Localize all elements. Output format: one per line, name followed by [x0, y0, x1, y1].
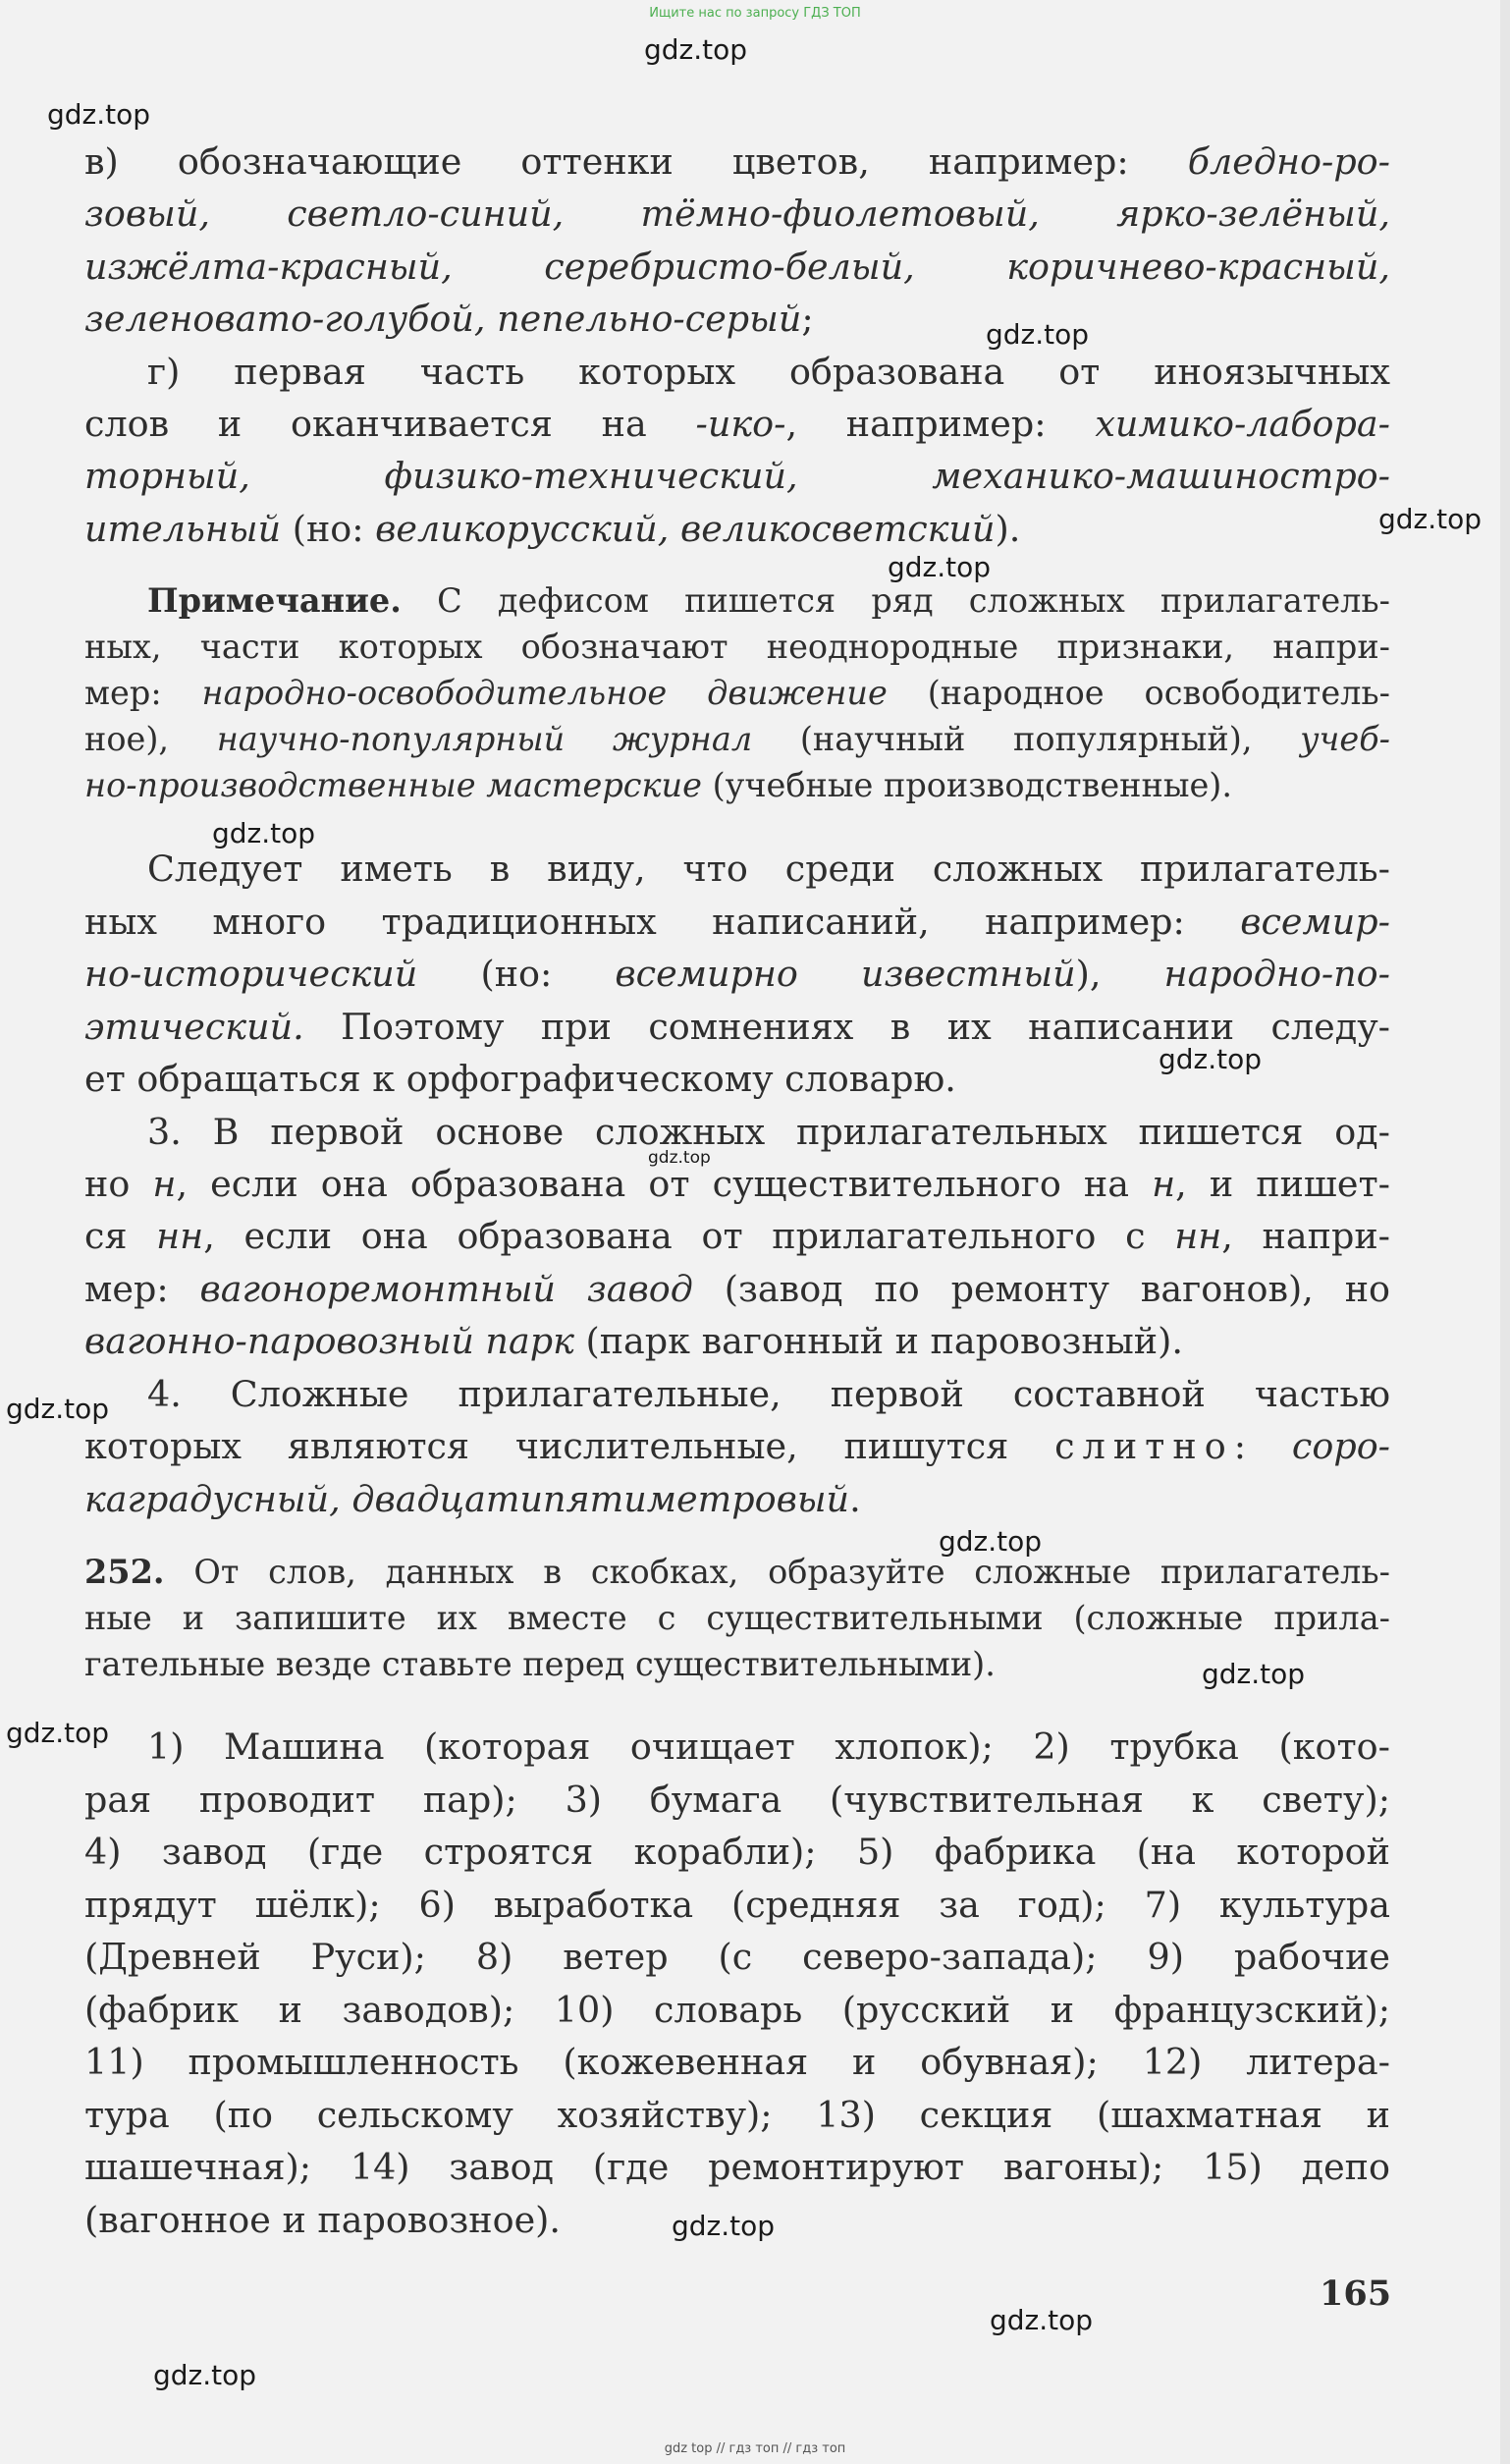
example-word: химико-лабора-: [1095, 403, 1390, 445]
example-word: изжёлта-красный, серебристо-белый, коричнево-красный,: [84, 246, 1390, 288]
watermark: gdz.top: [986, 318, 1090, 351]
example-word: зовый, светло-синий, тёмно-фиолетовый, ярко-зелёный,: [84, 192, 1390, 235]
text-line: [84, 896, 1390, 949]
spaced-word: слитно: [1054, 1425, 1234, 1467]
example-word: нн: [1174, 1215, 1222, 1257]
example-word: каградусный, двадцатипятиметровый: [84, 1478, 850, 1520]
example-word: н: [152, 1163, 177, 1205]
text-segment: 3. В первой основе сложных прилагательных пишется од-: [147, 1111, 1390, 1153]
text-segment: (но:: [417, 953, 616, 995]
text-segment: От слов, данных в скобках, образуйте сложные прилагатель-: [164, 1553, 1390, 1591]
text-segment: (Древней Руси); 8) ветер (с северо-запада); 9) рабочие: [84, 1936, 1390, 1978]
text-segment: которых являются числительные, пишутся: [84, 1425, 1055, 1467]
exercise-item-line: [84, 1931, 1390, 1984]
text-segment: , если она образована от существительного на: [176, 1163, 1153, 1205]
watermark: gdz.top: [888, 551, 992, 583]
example-word: нн: [156, 1215, 204, 1257]
text-segment: 11) промышленность (кожевенная и обувная); 12) литера-: [84, 2041, 1390, 2083]
example-word: вагонно-паровозный парк: [84, 1320, 574, 1362]
text-segment: 1) Машина (которая очищает хлопок); 2) трубка (кото-: [147, 1725, 1390, 1768]
exercise-item-line: [84, 1879, 1390, 1932]
exercise-item-line: [84, 1826, 1390, 1879]
text-segment: шашечная); 14) завод (где ремонтируют вагоны); 15) депо: [84, 2146, 1390, 2188]
example-word: учеб-: [1300, 720, 1390, 758]
text-segment: ных много традиционных написаний, например:: [84, 901, 1241, 943]
watermark: gdz.top: [1159, 1043, 1263, 1075]
text-line: [84, 1263, 1390, 1316]
example-word: ительный: [84, 508, 282, 550]
text-line: [147, 1368, 1390, 1421]
text-segment: , если она образована от прилагательного с: [203, 1215, 1175, 1257]
text-line: [147, 1106, 1390, 1159]
text-segment: (учебные производственные).: [701, 766, 1233, 804]
text-segment: (завод по ремонту вагонов), но: [692, 1268, 1391, 1310]
exercise-item-line: [84, 1774, 1390, 1827]
note-line: [84, 716, 1390, 762]
example-word: всемир-: [1240, 901, 1390, 943]
watermark: gdz.top: [939, 1525, 1043, 1558]
text-line: [84, 398, 1390, 451]
text-segment: .: [849, 1478, 861, 1520]
example-word: -ико-: [695, 403, 786, 445]
text-segment: ет обращаться к орфографическому словарю.: [84, 1058, 956, 1100]
text-segment: (вагонное и паровозное).: [84, 2199, 562, 2241]
example-word: великорусский, великосветский: [375, 508, 996, 550]
text-segment: в) обозначающие оттенки цветов, например:: [84, 140, 1188, 183]
example-word: этический.: [84, 1006, 304, 1048]
bottom-banner[interactable]: gdz top // гдз топ // гдз топ: [664, 2441, 846, 2456]
text-segment: ),: [1075, 953, 1164, 995]
text-segment: , напри-: [1221, 1215, 1390, 1257]
text-line: [84, 293, 1390, 346]
example-word: н: [1152, 1163, 1176, 1205]
watermark: gdz.top: [6, 1393, 110, 1425]
text-segment: 4. Сложные прилагательные, первой составной частью: [147, 1373, 1390, 1415]
text-segment: (народное освободитель-: [887, 674, 1390, 712]
exercise-item-line: [84, 1984, 1390, 2037]
exercise-item-line: [147, 1721, 1390, 1774]
watermark: gdz.top: [1378, 503, 1483, 535]
exercise-line: [84, 1549, 1390, 1595]
text-segment: Следует иметь в виду, что среди сложных прилагатель-: [147, 848, 1390, 890]
example-word: научно-популярный журнал: [216, 720, 753, 758]
text-line: [84, 450, 1390, 503]
exercise-number: 252.: [84, 1553, 165, 1591]
text-segment: слов и оканчивается на: [84, 403, 696, 445]
exercise-item-line: [84, 2141, 1390, 2194]
text-line: [147, 843, 1390, 896]
page-number: 165: [1320, 2273, 1392, 2314]
text-segment: , и пишет-: [1175, 1163, 1390, 1205]
text-segment: г) первая часть которых образована от иноязычных: [147, 351, 1390, 393]
example-word: соро-: [1291, 1425, 1390, 1467]
text-line: [84, 503, 1390, 556]
text-segment: (научный популярный),: [752, 720, 1301, 758]
text-segment: рая проводит пар); 3) бумага (чувствительная к свету);: [84, 1779, 1390, 1821]
text-segment: ные и запишите их вместе с существительными (сложные прила-: [84, 1599, 1390, 1637]
note-line: [84, 624, 1390, 670]
text-line: [147, 346, 1390, 399]
text-segment: ).: [995, 508, 1021, 550]
text-segment: мер:: [84, 1268, 200, 1310]
watermark: gdz.top: [644, 33, 748, 66]
text-line: [84, 1210, 1390, 1263]
example-word: вагоноремонтный завод: [199, 1268, 693, 1310]
example-word: всемирно известный: [615, 953, 1076, 995]
text-line: [84, 948, 1390, 1001]
watermark: gdz.top: [153, 2359, 257, 2391]
example-word: народно-освободительное движение: [201, 674, 888, 712]
text-line: [84, 1315, 1390, 1368]
watermark: gdz.top: [672, 2210, 776, 2242]
text-segment: :: [1233, 1425, 1292, 1467]
text-segment: (парк вагонный и паровозный).: [573, 1320, 1183, 1362]
note-line: [147, 577, 1390, 624]
text-segment: (но:: [281, 508, 376, 550]
exercise-line: [84, 1641, 1390, 1687]
text-segment: Поэтому при сомнениях в их написании следу-: [303, 1006, 1390, 1048]
text-segment: тура (по сельскому хозяйству); 13) секция (шахматная и: [84, 2094, 1390, 2136]
note-line: [84, 762, 1390, 808]
watermark: gdz.top: [212, 817, 316, 849]
text-segment: (фабрик и заводов); 10) словарь (русский и французский);: [84, 1989, 1390, 2031]
text-line: [84, 1420, 1390, 1473]
watermark: gdz.top: [648, 1148, 711, 1168]
top-banner[interactable]: Ищите нас по запросу ГДЗ ТОП: [649, 6, 861, 21]
text-segment: 4) завод (где строятся корабли); 5) фабрика (на которой: [84, 1831, 1390, 1873]
text-line: [84, 1158, 1390, 1211]
example-word: бледно-ро-: [1187, 140, 1390, 183]
example-word: зеленовато-голубой, пепельно-серый: [84, 298, 802, 340]
text-segment: С дефисом пишется ряд сложных прилагатель-: [401, 581, 1390, 620]
example-word: народно-по-: [1163, 953, 1390, 995]
example-word: торный, физико-технический, механико-машиностро-: [84, 455, 1390, 497]
exercise-item-line: [84, 2089, 1390, 2142]
watermark: gdz.top: [6, 1717, 110, 1749]
page-edge: [1500, 0, 1510, 2464]
text-segment: прядут шёлк); 6) выработка (средняя за год); 7) культура: [84, 1884, 1390, 1926]
text-segment: , например:: [785, 403, 1096, 445]
text-line: [84, 136, 1390, 189]
exercise-item-line: [84, 2036, 1390, 2089]
example-word: но-производственные мастерские: [84, 766, 702, 804]
note-line: [84, 670, 1390, 716]
watermark: gdz.top: [47, 98, 151, 131]
text-segment: ся: [84, 1215, 157, 1257]
text-line: [84, 1473, 1390, 1526]
text-segment: гательные везде ставьте перед существительными).: [84, 1645, 996, 1683]
text-line: [84, 241, 1390, 294]
text-segment: ных, части которых обозначают неоднородные признаки, напри-: [84, 628, 1390, 666]
text-segment: ;: [801, 298, 814, 340]
example-word: но-исторический: [84, 953, 418, 995]
watermark: gdz.top: [990, 2304, 1094, 2336]
exercise-line: [84, 1595, 1390, 1641]
text-line: [84, 188, 1390, 241]
text-segment: мер:: [84, 674, 202, 712]
text-segment: ное),: [84, 720, 217, 758]
note-title: Примечание.: [147, 581, 402, 620]
text-segment: но: [84, 1163, 153, 1205]
watermark: gdz.top: [1202, 1658, 1306, 1690]
